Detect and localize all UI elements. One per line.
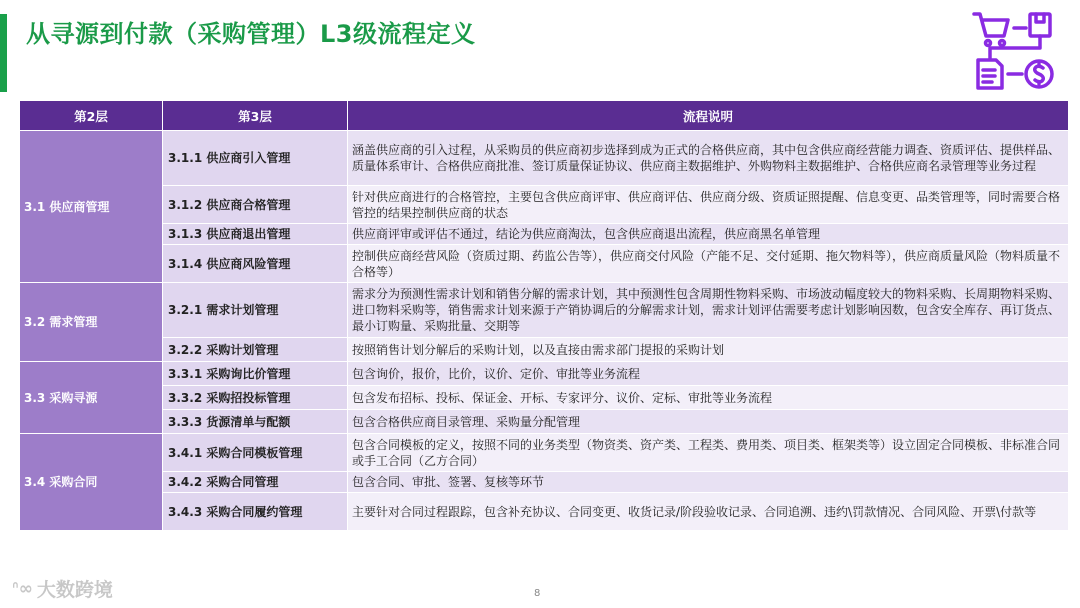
level3-cell: 3.2.2 采购计划管理 — [163, 338, 348, 362]
table-row — [20, 410, 1069, 434]
header-level3: 第3层 — [163, 101, 348, 131]
level3-cell: 3.1.2 供应商合格管理 — [163, 186, 348, 224]
table-header-row — [20, 101, 1069, 131]
description-cell: 包含询价，报价，比价，议价、定价、审批等业务流程 — [348, 362, 1069, 386]
table-row — [20, 245, 1069, 283]
level3-cell: 3.1.1 供应商引入管理 — [163, 131, 348, 186]
table-row — [20, 186, 1069, 224]
table-row — [20, 472, 1069, 493]
level3-cell: 3.3.2 采购招投标管理 — [163, 386, 348, 410]
process-table — [19, 100, 1069, 531]
level3-cell: 3.1.4 供应商风险管理 — [163, 245, 348, 283]
level3-cell: 3.4.3 采购合同履约管理 — [163, 493, 348, 531]
watermark — [12, 575, 113, 602]
description-cell: 包含合同模板的定义，按照不同的业务类型（物资类、资产类、工程类、费用类、项目类、框架类等）设立固定合同模板、非标准合同或手工合同（乙方合同） — [348, 434, 1069, 472]
table-row — [20, 362, 1069, 386]
description-cell: 控制供应商经营风险（资质过期、药监公告等），供应商交付风险（产能不足、交付延期、拖欠物料等），供应商质量风险（物料质量不合格等） — [348, 245, 1069, 283]
watermark-text: 大数跨境 — [36, 579, 113, 601]
description-cell: 涵盖供应商的引入过程，从采购员的供应商初步选择到成为正式的合格供应商，其中包含供应商经营能力调查、资质评估、提供样品、质量体系审计、合格供应商批准、签订质量保证协议、供应商主数据维护、外购物料主数据维护、合格供应商名录管理等业务过程 — [348, 131, 1069, 186]
description-cell: 包含合同、审批、签署、复核等环节 — [348, 472, 1069, 493]
level3-cell: 3.3.3 货源清单与配额 — [163, 410, 348, 434]
table-row — [20, 131, 1069, 186]
description-cell: 包含发布招标、投标、保证金、开标、专家评分、议价、定标、审批等业务流程 — [348, 386, 1069, 410]
table-row — [20, 283, 1069, 338]
description-cell: 按照销售计划分解后的采购计划，以及直接由需求部门提报的采购计划 — [348, 338, 1069, 362]
level2-cell: 3.2 需求管理 — [20, 283, 163, 362]
table-row — [20, 493, 1069, 531]
process-table-container — [19, 100, 1068, 531]
description-cell: 针对供应商进行的合格管控，主要包含供应商评审、供应商评估、供应商分级、资质证照提醒、信息变更、品类管理等，同时需要合格管控的结果控制供应商的状态 — [348, 186, 1069, 224]
description-cell: 需求分为预测性需求计划和销售分解的需求计划，其中预测性包含周期性物料采购、市场波动幅度较大的物料采购、长周期物料采购、进口物料采购等，销售需求计划来源于产销协调后的分解需求计划，需求计划评估需要考虑计划影响因数，包含安全库存、再订货点、最小订购量、采购批量、交期等 — [348, 283, 1069, 338]
description-cell: 主要针对合同过程跟踪，包含补充协议、合同变更、收货记录/阶段验收记录、合同追溯、违约\罚款情况、合同风险、开票\付款等 — [348, 493, 1069, 531]
level2-cell: 3.4 采购合同 — [20, 434, 163, 531]
page-number: 8 — [534, 588, 541, 599]
level3-cell: 3.4.2 采购合同管理 — [163, 472, 348, 493]
level3-cell: 3.1.3 供应商退出管理 — [163, 224, 348, 245]
table-row — [20, 434, 1069, 472]
level3-cell: 3.4.1 采购合同模板管理 — [163, 434, 348, 472]
level2-cell: 3.3 采购寻源 — [20, 362, 163, 434]
table-row — [20, 386, 1069, 410]
table-row — [20, 224, 1069, 245]
page-title: 从寻源到付款（采购管理）L3级流程定义 — [26, 20, 476, 48]
header-description: 流程说明 — [348, 101, 1069, 131]
description-cell: 包含合格供应商目录管理、采购量分配管理 — [348, 410, 1069, 434]
description-cell: 供应商评审或评估不通过，结论为供应商淘汰，包含供应商退出流程，供应商黑名单管理 — [348, 224, 1069, 245]
level2-cell: 3.1 供应商管理 — [20, 131, 163, 283]
table-row — [20, 338, 1069, 362]
level3-cell: 3.2.1 需求计划管理 — [163, 283, 348, 338]
level3-cell: 3.3.1 采购询比价管理 — [163, 362, 348, 386]
header-level2: 第2层 — [20, 101, 163, 131]
title-accent-bar — [0, 14, 7, 92]
cart-document-dollar-icon — [970, 8, 1060, 92]
watermark-logo-icon: ᐢ∞ — [12, 578, 33, 599]
